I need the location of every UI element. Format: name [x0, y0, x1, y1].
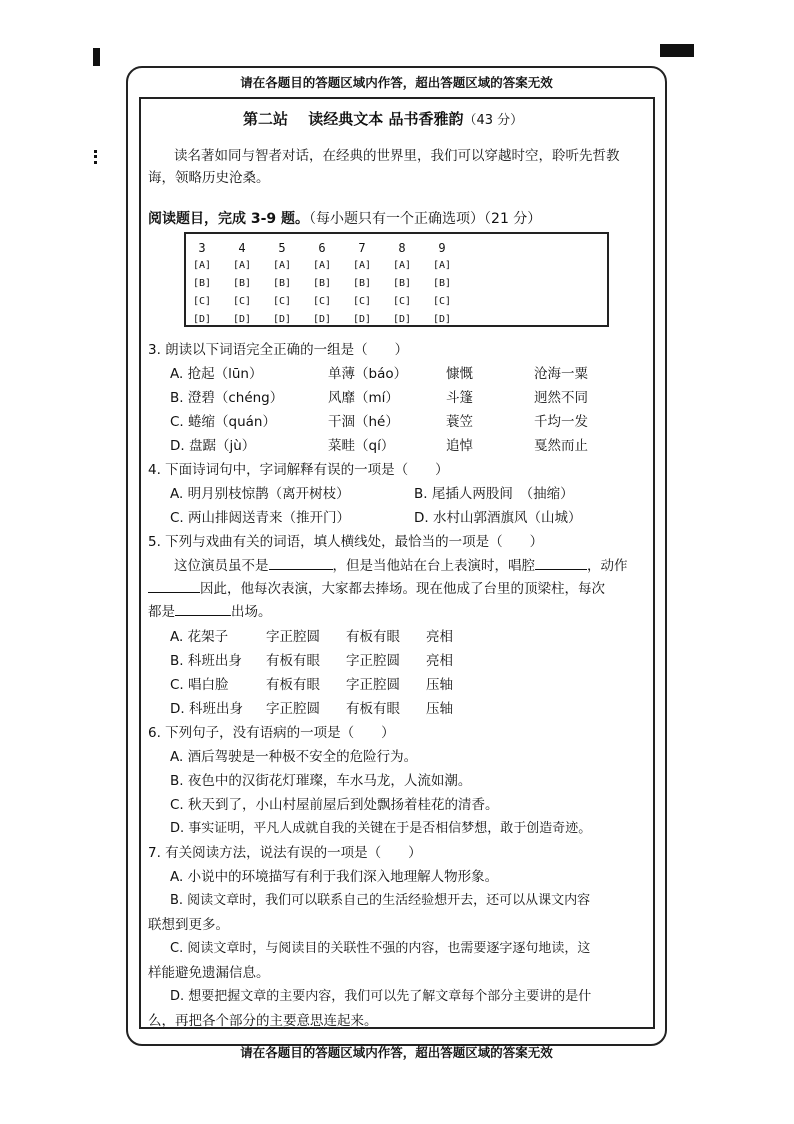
registration-mark-top-left — [93, 48, 100, 66]
bubble-d[interactable]: [D] — [272, 314, 292, 325]
bubble-b[interactable]: [B] — [232, 278, 252, 289]
notice-bottom: 请在各题目的答题区域内作答，超出答题区域的答案无效 — [240, 1045, 553, 1060]
reading-heading-text: 阅读题目，完成 3-9 题。 — [148, 211, 310, 227]
answer-grid — [184, 232, 609, 327]
fill-blank-3[interactable] — [148, 580, 200, 593]
q5-cell: 字正腔圆 — [346, 677, 400, 693]
bubble-c[interactable]: [C] — [432, 296, 452, 307]
grid-question-number: 7 — [358, 241, 366, 255]
bubble-d[interactable]: [D] — [192, 314, 212, 325]
q3-cell: 戛然而止 — [534, 438, 588, 454]
fill-blank-1[interactable] — [269, 557, 333, 570]
q5-passage-line-3 — [148, 600, 272, 620]
intro-line-1: 读名著如同与智者对话，在经典的世界里，我们可以穿越时空，聆听先哲教 — [174, 148, 620, 164]
q7-option-d-line-1: D. 想要把握文章的主要内容，我们可以先了解文章每个部分主要讲的是什 — [170, 989, 592, 1004]
bubble-b[interactable]: [B] — [392, 278, 412, 289]
bubble-b[interactable]: [B] — [352, 278, 372, 289]
q3-cell: 追悼 — [446, 438, 473, 454]
q7-option-b-line-2: 联想到更多。 — [148, 917, 229, 933]
grid-question-number: 6 — [318, 241, 326, 255]
q3-cell: 斗篷 — [446, 390, 473, 406]
bubble-a[interactable]: [A] — [272, 260, 292, 271]
q6-option-c: C. 秋天到了，小山村屋前屋后到处飘扬着桂花的清香。 — [170, 797, 499, 813]
bubble-c[interactable]: [C] — [192, 296, 212, 307]
q5-cell: 有板有眼 — [346, 701, 400, 717]
q4-option-a: A. 明月别枝惊鹊（离开树枝） — [170, 486, 350, 502]
q3-cell: 干涸（hé） — [328, 414, 399, 430]
q5-passage-text: ，但是当他站在台上表演时，唱腔 — [332, 558, 535, 574]
q3-cell: D. 盘踞（jù） — [170, 438, 256, 454]
q3-cell: A. 抢起（lūn） — [170, 366, 263, 382]
q3-cell: C. 蜷缩（quán） — [170, 414, 276, 430]
grid-column — [232, 239, 252, 329]
q5-passage-text: 这位演员虽不是 — [174, 558, 269, 574]
q3-cell: 沧海一粟 — [534, 366, 588, 382]
grid-column — [392, 239, 412, 329]
bubble-a[interactable]: [A] — [232, 260, 252, 271]
bubble-b[interactable]: [B] — [432, 278, 452, 289]
grid-question-number: 3 — [198, 241, 206, 255]
bubble-d[interactable]: [D] — [232, 314, 252, 325]
q4-option-d: D. 水村山郭酒旗风（山城） — [414, 510, 582, 526]
notice-top: 请在各题目的答题区域内作答，超出答题区域的答案无效 — [240, 75, 553, 90]
q7-option-b-line-1: B. 阅读文章时，我们可以联系自己的生活经验想开去，还可以从课文内容 — [170, 893, 591, 908]
reading-note: （每小题只有一个正确选项）（21 分） — [309, 211, 542, 227]
q7-option-c-line-2: 样能避免遗漏信息。 — [148, 965, 270, 981]
q5-cell: D. 科班出身 — [170, 701, 243, 717]
q5-cell: 有板有眼 — [266, 653, 320, 669]
q4-stem: 4. 下面诗词句中，字词解释有误的一项是（ ） — [148, 462, 449, 478]
bubble-c[interactable]: [C] — [312, 296, 332, 307]
q5-cell: 有板有眼 — [346, 629, 400, 645]
fill-blank-2[interactable] — [535, 557, 587, 570]
q5-cell: 压轴 — [426, 677, 453, 693]
grid-column — [312, 239, 332, 329]
q5-cell: 有板有眼 — [266, 677, 320, 693]
bubble-a[interactable]: [A] — [352, 260, 372, 271]
q5-cell: 压轴 — [426, 701, 453, 717]
q4-option-b: B. 尾插人两股间 （抽缩） — [414, 486, 574, 502]
q7-option-a: A. 小说中的环境描写有利于我们深入地理解人物形象。 — [170, 869, 499, 885]
bubble-c[interactable]: [C] — [272, 296, 292, 307]
q3-cell: 单薄（báo） — [328, 366, 408, 382]
bubble-c[interactable]: [C] — [352, 296, 372, 307]
q5-cell: A. 花架子 — [170, 629, 229, 645]
grid-question-number: 5 — [278, 241, 286, 255]
q5-passage-line-2 — [148, 577, 605, 597]
grid-column — [272, 239, 292, 329]
grid-column — [352, 239, 372, 329]
q7-stem: 7. 有关阅读方法，说法有误的一项是（ ） — [148, 845, 422, 861]
q5-cell: 字正腔圆 — [346, 653, 400, 669]
q6-option-d: D. 事实证明，平凡人成就自我的关键在于是否相信梦想，敢于创造奇迹。 — [170, 821, 592, 836]
q6-option-b: B. 夜色中的汉街花灯璀璨，车水马龙，人流如潮。 — [170, 773, 472, 789]
grid-column — [192, 239, 212, 329]
q5-passage-text: 出场。 — [231, 604, 272, 620]
bubble-b[interactable]: [B] — [312, 278, 332, 289]
q4-option-c: C. 两山排闼送青来（推开门） — [170, 510, 351, 526]
section-title-text: 第二站 读经典文本 品书香雅韵 — [243, 110, 464, 128]
bubble-b[interactable]: [B] — [272, 278, 292, 289]
q3-cell: 菜畦（qí） — [328, 438, 395, 454]
q3-cell: 千均一发 — [534, 414, 588, 430]
grid-question-number: 8 — [398, 241, 406, 255]
grid-question-number: 4 — [238, 241, 246, 255]
q6-stem: 6. 下列句子，没有语病的一项是（ ） — [148, 725, 395, 741]
bubble-a[interactable]: [A] — [192, 260, 212, 271]
reading-heading — [148, 208, 541, 228]
binding-dots — [94, 150, 100, 164]
bubble-d[interactable]: [D] — [312, 314, 332, 325]
q5-passage-text: 因此，他每次表演，大家都去捧场。现在他成了台里的顶梁柱，每次 — [200, 581, 605, 597]
section-score: （43 分） — [463, 113, 524, 128]
intro-line-2: 诲，领略历史沧桑。 — [148, 170, 270, 186]
fill-blank-4[interactable] — [175, 603, 231, 616]
q3-cell: B. 澄碧（chéng） — [170, 390, 284, 406]
q5-cell: C. 唱白脸 — [170, 677, 229, 693]
q3-cell: 风靡（mí） — [328, 390, 399, 406]
q5-stem: 5. 下列与戏曲有关的词语，填人横线处，最恰当的一项是（ ） — [148, 534, 544, 550]
q5-passage-text: ，动作 — [587, 558, 628, 574]
q7-option-d-line-2: 么，再把各个部分的主要意思连起来。 — [148, 1013, 378, 1029]
bubble-d[interactable]: [D] — [432, 314, 452, 325]
q5-cell: B. 科班出身 — [170, 653, 242, 669]
q5-cell: 亮相 — [426, 653, 453, 669]
registration-mark-top-right — [660, 44, 694, 57]
bubble-a[interactable]: [A] — [392, 260, 412, 271]
q3-stem: 3. 朗读以下词语完全正确的一组是（ ） — [148, 342, 409, 358]
bubble-d[interactable]: [D] — [352, 314, 372, 325]
q3-cell: 蓑笠 — [446, 414, 473, 430]
q5-passage-text: 都是 — [148, 604, 175, 620]
section-title — [243, 108, 523, 129]
bubble-d[interactable]: [D] — [392, 314, 412, 325]
bubble-b[interactable]: [B] — [192, 278, 212, 289]
q3-cell: 慷慨 — [446, 366, 473, 382]
q5-cell: 字正腔圆 — [266, 629, 320, 645]
q7-option-c-line-1: C. 阅读文章时，与阅读目的关联性不强的内容，也需要逐字逐句地读，这 — [170, 941, 591, 956]
q5-cell: 亮相 — [426, 629, 453, 645]
grid-column — [432, 239, 452, 329]
grid-question-number: 9 — [438, 241, 446, 255]
bubble-a[interactable]: [A] — [432, 260, 452, 271]
q3-cell: 迥然不同 — [534, 390, 588, 406]
q5-cell: 字正腔圆 — [266, 701, 320, 717]
q6-option-a: A. 酒后驾驶是一种极不安全的危险行为。 — [170, 749, 418, 765]
bubble-a[interactable]: [A] — [312, 260, 332, 271]
bubble-c[interactable]: [C] — [232, 296, 252, 307]
bubble-c[interactable]: [C] — [392, 296, 412, 307]
q5-passage-line-1 — [174, 554, 628, 574]
